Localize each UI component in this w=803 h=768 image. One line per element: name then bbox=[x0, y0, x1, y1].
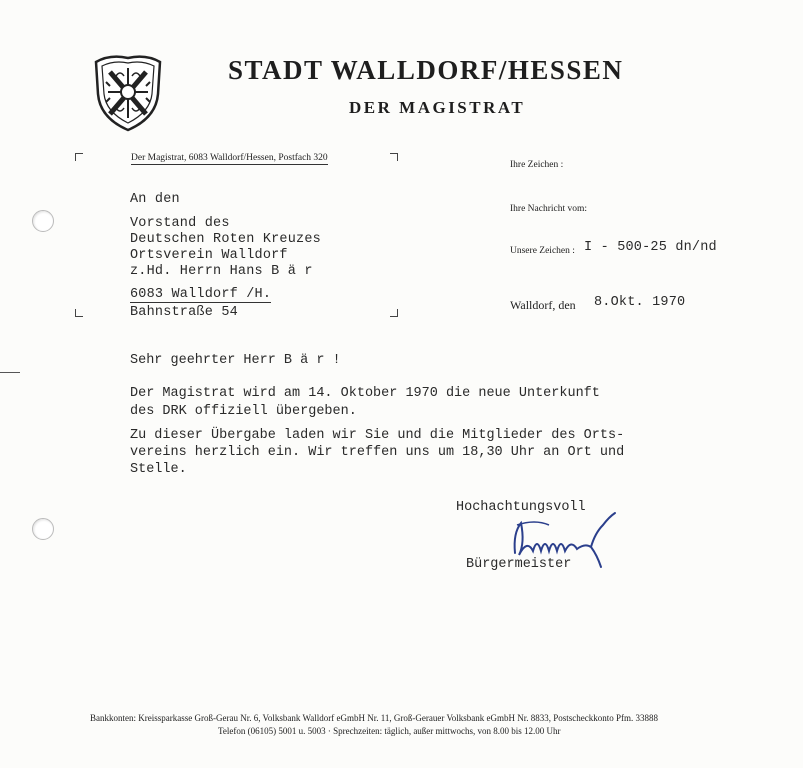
body-line: Stelle. bbox=[130, 462, 187, 477]
window-corner-top-left bbox=[75, 153, 83, 161]
recipient-line: Deutschen Roten Kreuzes bbox=[130, 232, 321, 247]
body-line: Der Magistrat wird am 14. Oktober 1970 die neue Unterkunft bbox=[130, 386, 600, 401]
unsere-zeichen-value: I - 500-25 dn/nd bbox=[584, 240, 717, 255]
letterhead-subtitle: DER MAGISTRAT bbox=[349, 98, 526, 117]
closing-greeting: Hochachtungsvoll bbox=[456, 500, 586, 515]
date-label: Walldorf, den bbox=[510, 298, 576, 312]
punch-hole bbox=[32, 210, 54, 232]
window-corner-bottom-right bbox=[390, 309, 398, 317]
window-corner-bottom-left bbox=[75, 309, 83, 317]
ihre-zeichen-label: Ihre Zeichen : bbox=[510, 160, 564, 170]
ihre-nachricht-label: Ihre Nachricht vom: bbox=[510, 204, 588, 214]
salutation: Sehr geehrter Herr B ä r ! bbox=[130, 353, 341, 368]
recipient-line: Ortsverein Walldorf bbox=[130, 248, 288, 263]
footer-contact: Telefon (06105) 5001 u. 5003 · Sprechzeiten: täglich, außer mittwochs, von 8.00 bis 12.00 Uhr bbox=[218, 726, 561, 736]
body-line: Zu dieser Übergabe laden wir Sie und die Mitglieder des Orts- bbox=[130, 428, 625, 443]
recipient-line: z.Hd. Herrn Hans B ä r bbox=[130, 264, 313, 279]
window-corner-top-right bbox=[390, 153, 398, 161]
recipient-line: Vorstand des bbox=[130, 216, 230, 231]
unsere-zeichen-label: Unsere Zeichen : bbox=[510, 246, 575, 256]
closing-title: Bürgermeister bbox=[466, 557, 572, 572]
body-line: des DRK offiziell übergeben. bbox=[130, 404, 357, 419]
recipient-city: 6083 Walldorf /H. bbox=[130, 287, 272, 302]
date-value: 8.Okt. 1970 bbox=[594, 295, 686, 310]
body-line: vereins herzlich ein. Wir treffen uns um 18,30 Uhr an Ort und bbox=[130, 445, 625, 460]
fold-mark bbox=[0, 372, 20, 373]
footer-bank-accounts: Bankkonten: Kreissparkasse Groß-Gerau Nr. 6, Volksbank Walldorf eGmbH Nr. 11, Groß-Gerauer Volksbank eGmbH Nr. 8833, Postscheckkonto Pfm. 33888 bbox=[90, 713, 659, 723]
punch-hole bbox=[32, 518, 54, 540]
recipient-street: Bahnstraße 54 bbox=[130, 305, 238, 320]
recipient-line: An den bbox=[130, 192, 180, 207]
return-address: Der Magistrat, 6083 Walldorf/Hessen, Postfach 320 bbox=[131, 153, 328, 163]
letterhead-title: STADT WALLDORF/HESSEN bbox=[228, 55, 624, 85]
coat-of-arms-emblem bbox=[90, 52, 166, 134]
